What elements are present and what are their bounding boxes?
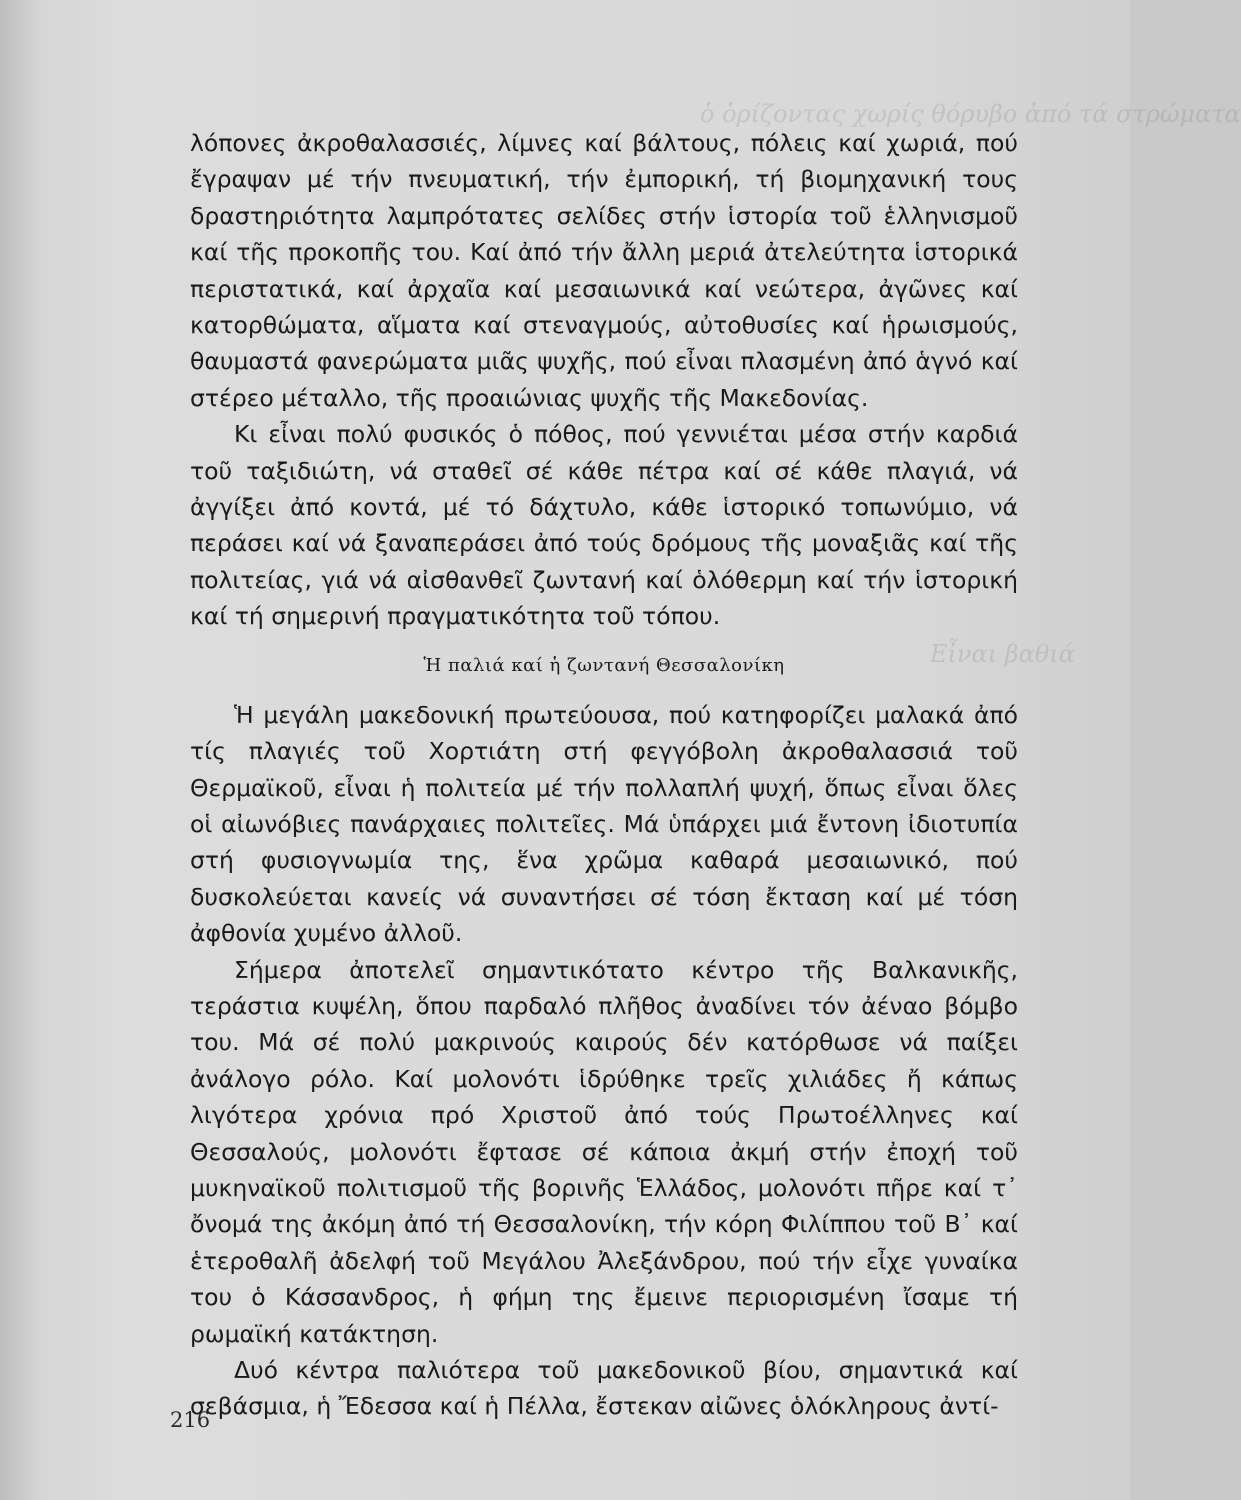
show-through-text: ὁ ὁρίζοντας χωρίς θόρυβο ἀπό τά στρώματα xyxy=(700,100,1241,128)
section-heading: Ἡ παλιά καί ἡ ζωντανή Θεσσαλονίκη xyxy=(423,654,785,676)
paragraph: λόπονες ἀκροθαλασσιές, λίμνες καί βάλτους, πόλεις καί χωριά, πού ἔγραψαν μέ τήν πνευματική, τήν ἐμπορική, τή βιομηχανική τους δραστηριότητα λαμπρότατες σελίδες στήν ἱστορία τοῦ ἑλληνισμοῦ καί τῆς προκοπῆς του. Καί ἀπό τήν ἄλλη μεριά ἀτελεύτητα ἱστορικά περιστατικά, καί ἀρχαῖα καί μεσαιωνικά καί νεώτερα, ἀγῶνες καί κατορθώματα, αἵματα καί στεναγμούς, αὐτοθυσίες καί ἡρωισμούς, θαυμαστά φανερώματα μιᾶς ψυχῆς, πού εἶναι πλασμένη ἀπό ἁγνό καί στέρεο μέταλλο, τῆς προαιώνιας ψυχῆς τῆς Μακεδονίας. xyxy=(190,129,1018,412)
paragraph: Ἡ μεγάλη μακεδονική πρωτεύουσα, πού κατηφορίζει μαλακά ἀπό τίς πλαγιές τοῦ Χορτιάτη στή φεγγόβολη ἀκροθαλασσιά τοῦ Θερμαϊκοῦ, εἶναι ἡ πολιτεία μέ τήν πολλαπλή ψυχή, ὅπως εἶναι ὅλες οἱ αἰωνόβιες πανάρχαιες πολιτεῖες. Μά ὑπάρχει μιά ἔντονη ἰδιοτυπία στή φυσιογνωμία της, ἕνα χρῶμα καθαρά μεσαιωνικό, πού δυσκολεύεται κανείς νά συναντήσει σέ τόση ἔκταση καί μέ τόση ἀφθονία χυμένο ἀλλοῦ. xyxy=(190,700,1018,948)
page-number: 216 xyxy=(170,1408,211,1432)
show-through-text: Εἶναι βαθιά xyxy=(930,640,1075,668)
body-text xyxy=(190,125,1018,1425)
paragraph: Κι εἶναι πολύ φυσικός ὁ πόθος, πού γεννιέται μέσα στήν καρδιά τοῦ ταξιδιώτη, νά σταθεῖ σέ κάθε πέτρα καί σέ κάθε πλαγιά, νά ἀγγίξει ἀπό κοντά, μέ τό δάχτυλο, κάθε ἱστορικό τοπωνύμιο, νά περάσει καί νά ξαναπεράσει ἀπό τούς δρόμους τῆς μοναξιᾶς καί τῆς πολιτείας, γιά νά αἰσθανθεῖ ζωντανή καί ὁλόθερμη καί τήν ἱστορική καί τή σημερινή πραγματικότητα τοῦ τόπου. xyxy=(190,420,1018,631)
paragraph: Δυό κέντρα παλιότερα τοῦ μακεδονικοῦ βίου, σημαντικά καί σεβάσμια, ἡ Ἔδεσσα καί ἡ Πέλλα, ἔστεκαν αἰῶνες ὁλόκληρους ἀντί- xyxy=(190,1356,1018,1421)
paragraph: Σήμερα ἀποτελεῖ σημαντικότατο κέντρο τῆς Βαλκανικῆς, τεράστια κυψέλη, ὅπου παρδαλό πλῆθος ἀναδίνει τόν ἀέναο βόμβο του. Μά σέ πολύ μακρινούς καιρούς δέν κατόρθωσε νά παίξει ἀνάλογο ρόλο. Καί μολονότι ἱδρύθηκε τρεῖς χιλιάδες ἤ κάπως λιγότερα χρόνια πρό Χριστοῦ ἀπό τούς Πρωτοέλληνες καί Θεσσαλούς, μολονότι ἔφτασε σέ κάποια ἀκμή στήν ἐποχή τοῦ μυκηναϊκοῦ πολιτισμοῦ τῆς βορινῆς Ἑλλάδος, μολονότι πῆρε καί τ᾽ ὄνομά της ἀκόμη ἀπό τή Θεσσαλονίκη, τήν κόρη Φιλίππου τοῦ Β᾽ καί ἑτεροθαλῆ ἀδελφή τοῦ Μεγάλου Ἀλεξάνδρου, πού τήν εἶχε γυναίκα του ὁ Κάσσανδρος, ἡ φήμη της ἔμεινε περιορισμένη ἴσαμε τή ρωμαϊκή κατάκτηση. xyxy=(190,955,1018,1348)
